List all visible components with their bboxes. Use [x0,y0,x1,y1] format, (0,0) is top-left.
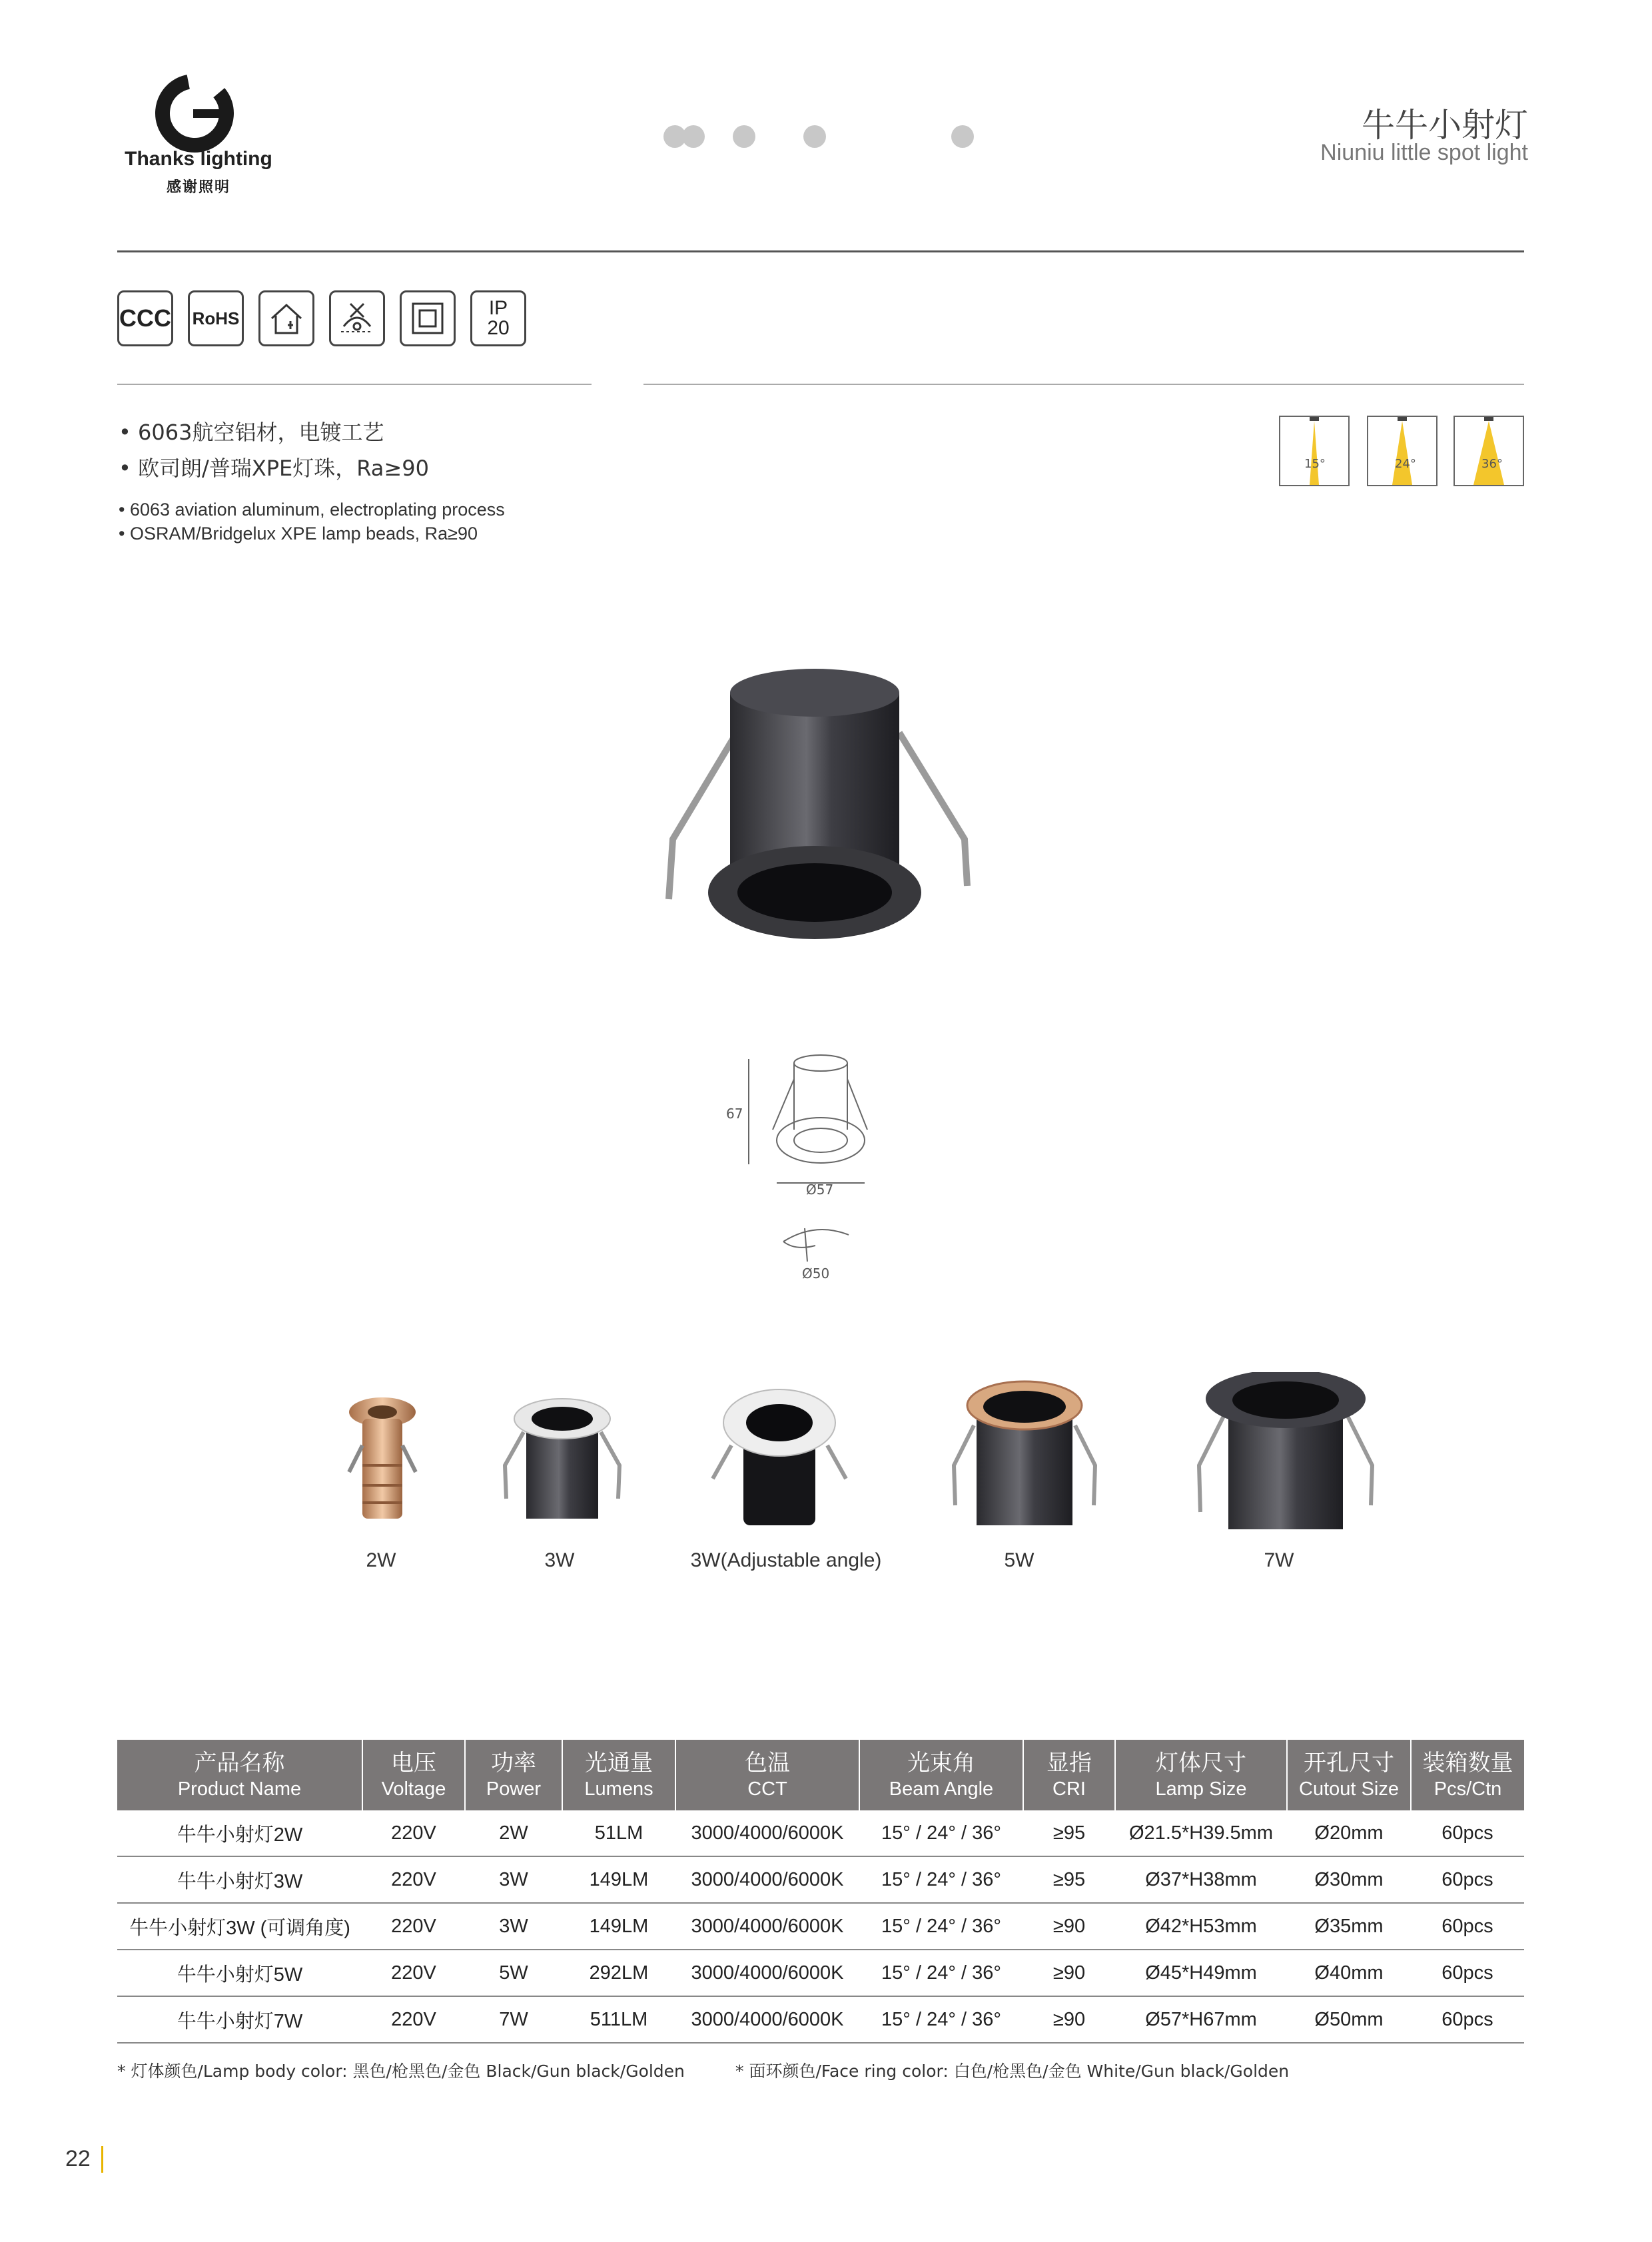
cutout-drawing [775,1215,862,1266]
ccc-badge: CCC [117,290,173,346]
feature-cn-1: • 6063航空铝材，电镀工艺 [119,420,384,445]
product-main-image [659,666,979,959]
spec-table [117,1740,1524,2044]
page-number-accent [101,2146,103,2173]
variant-label-3w-adjustable: 3W(Adjustable angle) [690,1549,882,1571]
header-voltage: 电压 Voltage [362,1740,465,1810]
variant-label-7w: 7W [1264,1549,1294,1571]
rohs-badge: RoHS [188,290,244,346]
no-cover-icon [329,290,385,346]
header-beam-angle: 光束角 Beam Angle [859,1740,1023,1810]
variant-3w-adjustable-image [706,1385,853,1532]
header-divider [117,250,1524,252]
header-cct: 色温 CCT [675,1740,859,1810]
table-row: 牛牛小射灯3W (可调角度) 220V 3W 149LM 3000/4000/6000K 15° / 24° / 36° ≥90 Ø42*H53mm Ø35mm 60pcs [117,1903,1524,1950]
brand-name: Thanks lighting [125,148,272,170]
table-row: 牛牛小射灯2W 220V 2W 51LM 3000/4000/6000K 15° / 24° / 36° ≥95 Ø21.5*H39.5mm Ø20mm 60pcs [117,1810,1524,1856]
brand-name-cn: 感谢照明 [166,179,230,196]
brand-logo-icon [151,73,244,153]
header-product-name: 产品名称 Product Name [117,1740,362,1810]
variant-label-5w: 5W [1004,1549,1034,1571]
section-divider-right [643,384,1524,385]
beam-angle-24: 24° [1367,416,1438,486]
table-row: 牛牛小射灯5W 220V 5W 292LM 3000/4000/6000K 15° / 24° / 36° ≥90 Ø45*H49mm Ø40mm 60pcs [117,1950,1524,1996]
header-lumens: 光通量 Lumens [562,1740,675,1810]
header-cri: 显指 CRI [1023,1740,1115,1810]
beam-angle-36: 36° [1453,416,1524,486]
variant-7w-image [1192,1372,1379,1539]
page-title-en: Niuniu little spot light [1320,140,1528,165]
feature-cn-2: • 欧司朗/普瑞XPE灯珠，Ra≥90 [119,456,429,481]
header-power: 功率 Power [465,1740,562,1810]
header-dot [803,125,826,148]
variant-label-3w: 3W [544,1549,575,1571]
feature-en-1: • 6063 aviation aluminum, electroplating process [119,500,505,520]
ip20-badge [470,290,526,346]
header-pcs-ctn: 装箱数量 Pcs/Ctn [1411,1740,1524,1810]
page-number: 22 [65,2146,91,2171]
variant-label-2w: 2W [366,1549,396,1571]
variant-3w-image [497,1392,627,1525]
table-row: 牛牛小射灯3W 220V 3W 149LM 3000/4000/6000K 15° / 24° / 36° ≥95 Ø37*H38mm Ø30mm 60pcs [117,1856,1524,1903]
feature-en-2: • OSRAM/Bridgelux XPE lamp beads, Ra≥90 [119,524,478,544]
header-lamp-size: 灯体尺寸 Lamp Size [1115,1740,1287,1810]
note-body-color: * 灯体颜色/Lamp body color: 黑色/枪黑色/金色 Black/Gun black/Golden [117,2061,685,2081]
dimension-diameter: Ø57 [806,1182,834,1198]
table-row: 牛牛小射灯7W 220V 7W 511LM 3000/4000/6000K 15° / 24° / 36° ≥90 Ø57*H67mm Ø50mm 60pcs [117,1996,1524,2043]
dimension-cutout: Ø50 [802,1266,830,1282]
header-dot [951,125,974,148]
header-cutout-size: 开孔尺寸 Cutout Size [1287,1740,1411,1810]
variant-5w-image [945,1379,1104,1532]
indoor-icon [258,290,314,346]
ip-label: IP [488,297,508,319]
header-dot [682,125,705,148]
dimension-drawing [719,1050,893,1196]
beam-angle-15: 15° [1279,416,1350,486]
ip-rating: 20 [487,317,510,339]
variant-2w-image [336,1392,429,1525]
section-divider-left [117,384,592,385]
class-ii-icon [400,290,456,346]
page-title-cn: 牛牛小射灯 [1362,106,1528,145]
note-ring-color: * 面环颜色/Face ring color: 白色/枪黑色/金色 White/Gun black/Golden [735,2061,1290,2081]
table-header-row [117,1740,1524,1810]
dimension-height: 67 [726,1106,743,1122]
header-dot [733,125,755,148]
